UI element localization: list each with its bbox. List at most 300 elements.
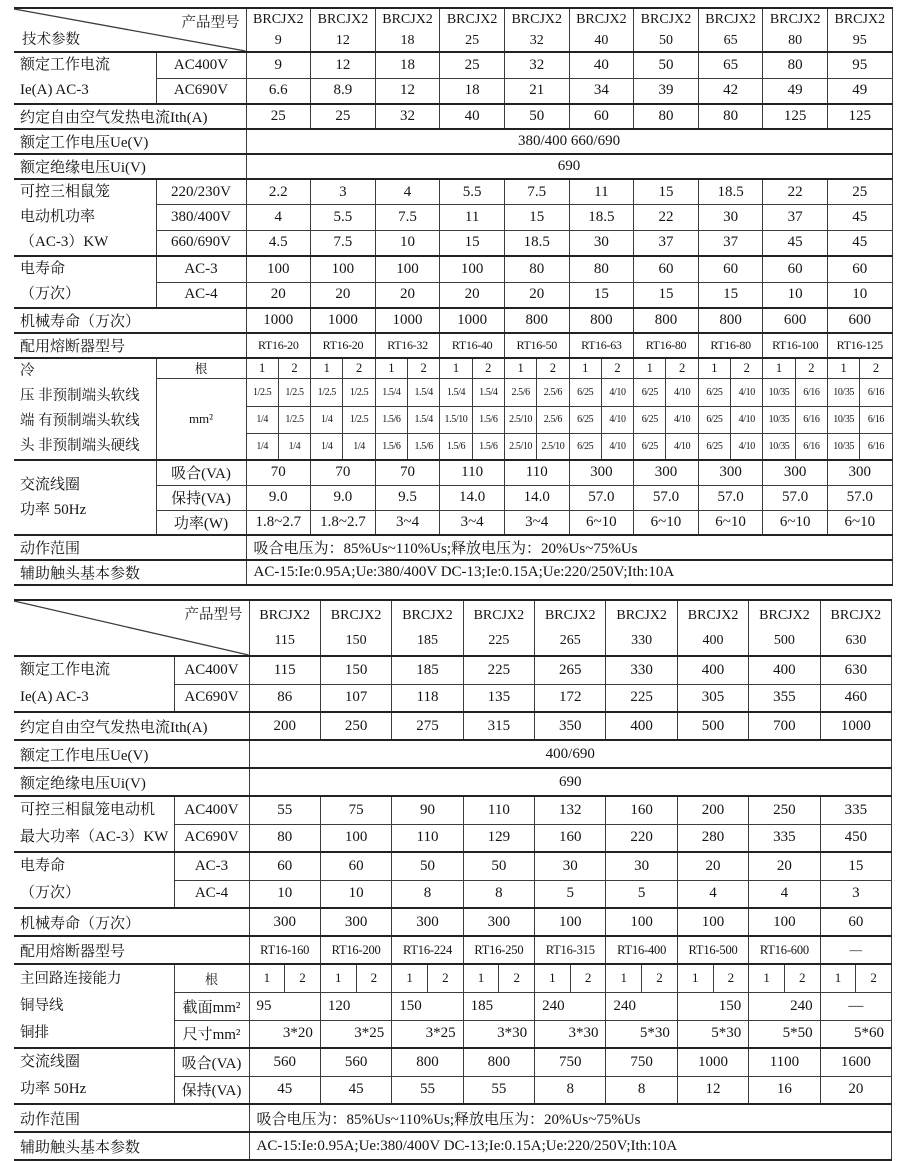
value-cell: 50 — [504, 104, 569, 129]
value-cell: 100 — [749, 908, 820, 936]
value-cell: 30 — [698, 205, 763, 231]
value-cell: 7.5 — [504, 179, 569, 205]
value-cell: 1.5/4 — [472, 378, 504, 406]
value-cell: 300 — [763, 460, 828, 485]
value-cell: 4 — [677, 880, 748, 908]
value-cell: 6/25 — [569, 378, 601, 406]
value-cell: 2.5/6 — [504, 378, 536, 406]
value-cell: 150 — [392, 992, 463, 1020]
value-cell: 6/25 — [634, 433, 666, 460]
value-cell: 200 — [677, 796, 748, 824]
label-line: BRCJX2 — [473, 608, 525, 623]
value-cell: 5*30 — [606, 1020, 677, 1048]
value-cell: 107 — [320, 684, 391, 712]
label-line: 65 — [723, 33, 738, 48]
value-cell: 275 — [392, 712, 463, 740]
value-cell: 55 — [463, 1076, 534, 1104]
value-cell: 1000 — [677, 1048, 748, 1076]
value-cell: 42 — [698, 78, 763, 104]
value-cell: 5*30 — [677, 1020, 748, 1048]
table-gap — [14, 586, 892, 599]
value-cell: 9.0 — [246, 485, 311, 510]
value-cell: 600 — [827, 308, 892, 333]
value-cell: 1.5/6 — [472, 433, 504, 460]
value-cell: 315 — [463, 712, 534, 740]
value-cell: 2 — [537, 358, 569, 378]
value-cell: 300 — [698, 460, 763, 485]
value-cell: 6~10 — [763, 510, 828, 535]
sub-label: 220/230V — [156, 179, 246, 205]
value-cell: 4/10 — [601, 433, 633, 460]
value-cell: 1 — [763, 358, 795, 378]
value-cell: 20 — [749, 852, 820, 880]
value-cell: 1/2.5 — [246, 378, 278, 406]
value-cell: 6/16 — [795, 406, 827, 433]
sub-label: AC400V — [174, 656, 249, 684]
value-cell: 132 — [535, 796, 606, 824]
table-row — [14, 600, 892, 656]
value-cell: 1/4 — [278, 433, 310, 460]
value-cell: RT16-400 — [606, 936, 677, 964]
row-label: 动作范围 — [14, 535, 246, 560]
value-cell: 355 — [749, 684, 820, 712]
value-cell: 9 — [246, 52, 311, 78]
row-label — [14, 358, 156, 460]
value-cell: RT16-20 — [311, 333, 376, 358]
corner-bottom-label: 技术参数 — [22, 32, 80, 48]
value-cell: 2.5/10 — [537, 433, 569, 460]
label-line: BRCJX2 — [259, 608, 310, 623]
sub-label: AC-3 — [174, 852, 249, 880]
model-header-cell — [440, 8, 505, 52]
label-line: 40 — [594, 33, 609, 48]
value-cell: 2 — [784, 964, 820, 992]
row-label: 动作范围 — [14, 1104, 249, 1132]
row-label — [14, 796, 174, 852]
row-label — [14, 179, 156, 256]
value-cell: 2 — [666, 358, 698, 378]
sub-label: 根 — [156, 358, 246, 378]
value-cell: 70 — [375, 460, 440, 485]
table-row — [14, 333, 892, 358]
value-cell: 12 — [375, 78, 440, 104]
value-cell: RT16-80 — [698, 333, 763, 358]
value-cell: 8 — [535, 1076, 606, 1104]
value-cell: 4/10 — [666, 433, 698, 460]
value-cell: 380/400 660/690 — [246, 129, 892, 154]
label-line: 32 — [529, 33, 544, 48]
value-cell: 57.0 — [698, 485, 763, 510]
value-cell: 2 — [499, 964, 535, 992]
value-cell: 1.5/6 — [375, 406, 407, 433]
label-line: Ie(A) AC-3 — [20, 689, 89, 705]
value-cell: 800 — [463, 1048, 534, 1076]
sub-label: 截面mm² — [174, 992, 249, 1020]
value-cell: 1.5/4 — [375, 378, 407, 406]
value-cell: 2.5/10 — [504, 433, 536, 460]
value-cell: 3*30 — [463, 1020, 534, 1048]
value-cell: 6/25 — [569, 406, 601, 433]
value-cell: 39 — [634, 78, 699, 104]
label-line: （万次） — [20, 286, 81, 302]
value-cell: 225 — [463, 656, 534, 684]
value-cell: 400 — [677, 656, 748, 684]
label-line: 交流线圈 — [20, 1054, 81, 1070]
label-line: 可控三相鼠笼 — [20, 184, 111, 200]
label-line: BRCJX2 — [705, 12, 756, 27]
value-cell: 3*25 — [392, 1020, 463, 1048]
value-cell: 20 — [246, 282, 311, 308]
label-line: 功率 50Hz — [20, 501, 87, 518]
label-line: BRCJX2 — [253, 12, 304, 27]
value-cell: 265 — [535, 656, 606, 684]
table-row — [14, 179, 892, 205]
value-cell: 45 — [827, 230, 892, 256]
value-cell: 86 — [249, 684, 320, 712]
label-line: 150 — [345, 633, 367, 648]
value-cell: 800 — [392, 1048, 463, 1076]
value-cell: 200 — [249, 712, 320, 740]
value-cell: 172 — [535, 684, 606, 712]
label-line: 冷 — [20, 363, 35, 379]
value-cell: 80 — [698, 104, 763, 129]
label-line: BRCJX2 — [382, 12, 433, 27]
value-cell: 600 — [763, 308, 828, 333]
value-cell: 9.5 — [375, 485, 440, 510]
value-cell: 4/10 — [601, 378, 633, 406]
value-cell: 6/25 — [698, 378, 730, 406]
value-cell: 49 — [763, 78, 828, 104]
value-cell: 8 — [392, 880, 463, 908]
value-cell: 750 — [535, 1048, 606, 1076]
value-cell: 125 — [763, 104, 828, 129]
value-cell: 1.5/10 — [440, 406, 472, 433]
model-header-cell — [763, 8, 828, 52]
value-cell: 3~4 — [375, 510, 440, 535]
value-cell: RT16-600 — [749, 936, 820, 964]
table-row — [14, 740, 892, 768]
value-cell: 7.5 — [375, 205, 440, 231]
value-cell: 11 — [569, 179, 634, 205]
sub-label: 根 — [174, 964, 249, 992]
value-cell: 45 — [827, 205, 892, 231]
value-cell: 10/35 — [763, 378, 795, 406]
value-cell: 100 — [246, 256, 311, 282]
lower-table-mount — [14, 599, 892, 1161]
model-header-cell — [606, 600, 677, 656]
value-cell: 15 — [634, 282, 699, 308]
value-cell: AC-15:Ie:0.95A;Ue:380/400V DC-13;Ie:0.15A;Ue:220/250V;Ith:10A — [246, 560, 892, 585]
model-header-cell — [246, 8, 311, 52]
table-row — [14, 964, 892, 992]
value-cell: 1 — [246, 358, 278, 378]
value-cell: 57.0 — [569, 485, 634, 510]
value-cell: 6~10 — [634, 510, 699, 535]
value-cell: 6.6 — [246, 78, 311, 104]
table-row — [14, 52, 892, 78]
value-cell: 11 — [440, 205, 505, 231]
value-cell: 6/16 — [795, 378, 827, 406]
value-cell: 335 — [820, 796, 891, 824]
value-cell: 60 — [763, 256, 828, 282]
value-cell: 20 — [820, 1076, 891, 1104]
value-cell: 1/2.5 — [278, 378, 310, 406]
table-row — [14, 1104, 892, 1132]
value-cell: 8 — [463, 880, 534, 908]
value-cell: 1 — [698, 358, 730, 378]
value-cell: 250 — [320, 712, 391, 740]
value-cell: 240 — [535, 992, 606, 1020]
value-cell: 70 — [311, 460, 376, 485]
label-line: 95 — [852, 33, 867, 48]
value-cell: 1.5/6 — [408, 433, 440, 460]
label-line: 330 — [631, 633, 653, 648]
value-cell: 2 — [408, 358, 440, 378]
value-cell: 15 — [698, 282, 763, 308]
model-header-cell — [677, 600, 748, 656]
label-line: BRCJX2 — [330, 608, 382, 623]
value-cell: 7.5 — [311, 230, 376, 256]
value-cell: 57.0 — [827, 485, 892, 510]
label-line: Ie(A) AC-3 — [20, 82, 89, 98]
value-cell: 1 — [677, 964, 713, 992]
value-cell: 1.5/6 — [472, 406, 504, 433]
row-label: 额定绝缘电压Ui(V) — [14, 154, 246, 179]
table-row — [14, 308, 892, 333]
value-cell: 1000 — [246, 308, 311, 333]
value-cell: 330 — [606, 656, 677, 684]
value-cell: 50 — [392, 852, 463, 880]
value-cell: 90 — [392, 796, 463, 824]
value-cell: 560 — [320, 1048, 391, 1076]
value-cell: 2 — [278, 358, 310, 378]
value-cell: 300 — [634, 460, 699, 485]
value-cell: 2.5/6 — [537, 406, 569, 433]
value-cell: 10/35 — [827, 378, 859, 406]
value-cell: 2 — [731, 358, 763, 378]
label-line: 电动机功率 — [20, 209, 96, 225]
value-cell: 18.5 — [504, 230, 569, 256]
value-cell: 57.0 — [763, 485, 828, 510]
value-cell: 1/4 — [311, 433, 343, 460]
value-cell: 4/10 — [601, 406, 633, 433]
value-cell: 10 — [320, 880, 391, 908]
model-header-cell — [569, 8, 634, 52]
sub-label: AC-4 — [156, 282, 246, 308]
value-cell: 75 — [320, 796, 391, 824]
value-cell: 10/35 — [827, 406, 859, 433]
value-cell: 800 — [634, 308, 699, 333]
value-cell: 150 — [677, 992, 748, 1020]
value-cell: 120 — [320, 992, 391, 1020]
value-cell: 2 — [427, 964, 463, 992]
value-cell: 150 — [320, 656, 391, 684]
value-cell: 1/4 — [311, 406, 343, 433]
value-cell: 800 — [698, 308, 763, 333]
row-label: 辅助触头基本参数 — [14, 560, 246, 585]
value-cell: 60 — [320, 852, 391, 880]
value-cell: 55 — [249, 796, 320, 824]
value-cell: 2 — [860, 358, 892, 378]
value-cell: 100 — [375, 256, 440, 282]
value-cell: 60 — [698, 256, 763, 282]
value-cell: 1 — [749, 964, 785, 992]
label-line: BRCJX2 — [317, 12, 369, 27]
value-cell: 1 — [569, 358, 601, 378]
value-cell: 2 — [285, 964, 321, 992]
sub-label: AC-3 — [156, 256, 246, 282]
table-row — [14, 129, 892, 154]
value-cell: 18.5 — [698, 179, 763, 205]
label-line: 端 有预制端头软线 — [20, 413, 140, 429]
value-cell: 115 — [249, 656, 320, 684]
value-cell: 3*20 — [249, 1020, 320, 1048]
table-row — [14, 154, 892, 179]
value-cell: 1 — [504, 358, 536, 378]
sub-label: AC690V — [174, 684, 249, 712]
corner-top-label: 产品型号 — [184, 607, 243, 623]
value-cell: 2 — [343, 358, 375, 378]
value-cell: RT16-100 — [763, 333, 828, 358]
label-line: 185 — [416, 633, 438, 648]
value-cell: 2 — [356, 964, 392, 992]
value-cell: 60 — [827, 256, 892, 282]
sub-label: 功率(W) — [156, 510, 246, 535]
value-cell: 1600 — [820, 1048, 891, 1076]
value-cell: RT16-224 — [392, 936, 463, 964]
value-cell: 57.0 — [634, 485, 699, 510]
value-cell: 300 — [827, 460, 892, 485]
value-cell: 6/16 — [795, 433, 827, 460]
value-cell: 1/2.5 — [343, 406, 375, 433]
label-line: 铜导线 — [20, 997, 64, 1014]
label-line: BRCJX2 — [640, 12, 692, 27]
value-cell: 10/35 — [763, 406, 795, 433]
sub-label: 660/690V — [156, 230, 246, 256]
sub-label: AC690V — [156, 78, 246, 104]
value-cell: 15 — [634, 179, 699, 205]
table-row — [14, 768, 892, 796]
value-cell: 6/25 — [698, 406, 730, 433]
model-header-cell — [698, 8, 763, 52]
label-line: 265 — [559, 633, 581, 648]
value-cell: 300 — [569, 460, 634, 485]
corner-cell — [14, 8, 246, 52]
value-cell: 2 — [642, 964, 678, 992]
label-line: BRCJX2 — [759, 608, 810, 623]
row-label: 约定自由空气发热电流Ith(A) — [14, 104, 246, 129]
value-cell: 6/16 — [860, 406, 892, 433]
table-row — [14, 796, 892, 824]
label-line: 最大功率（AC-3）KW — [20, 829, 169, 845]
label-line: 9 — [274, 33, 282, 48]
label-line: 18 — [400, 33, 415, 48]
value-cell: 800 — [504, 308, 569, 333]
label-line: 225 — [488, 633, 510, 648]
value-cell: 10 — [763, 282, 828, 308]
value-cell: 32 — [504, 52, 569, 78]
value-cell: 3~4 — [504, 510, 569, 535]
value-cell: 80 — [634, 104, 699, 129]
value-cell: 37 — [763, 205, 828, 231]
value-cell: 100 — [535, 908, 606, 936]
value-cell: 95 — [827, 52, 892, 78]
value-cell: 500 — [677, 712, 748, 740]
value-cell: 300 — [463, 908, 534, 936]
label-line: 铜排 — [20, 1024, 49, 1041]
value-cell: 95 — [249, 992, 320, 1020]
value-cell: 18 — [375, 52, 440, 78]
value-cell: 6/16 — [860, 433, 892, 460]
table-row — [14, 1132, 892, 1160]
value-cell: 1/4 — [246, 433, 278, 460]
value-cell: 4 — [749, 880, 820, 908]
value-cell: 100 — [677, 908, 748, 936]
value-cell: RT16-40 — [440, 333, 505, 358]
value-cell: 4/10 — [731, 433, 763, 460]
value-cell: 1000 — [820, 712, 891, 740]
value-cell: 6/25 — [569, 433, 601, 460]
value-cell: 40 — [569, 52, 634, 78]
value-cell: 100 — [440, 256, 505, 282]
row-label: 机械寿命（万次） — [14, 908, 249, 936]
value-cell: 20 — [440, 282, 505, 308]
value-cell: RT16-160 — [249, 936, 320, 964]
value-cell: 10 — [375, 230, 440, 256]
value-cell: 690 — [246, 154, 892, 179]
table-row — [14, 256, 892, 282]
model-header-cell — [535, 600, 606, 656]
value-cell: 240 — [606, 992, 677, 1020]
value-cell: 110 — [440, 460, 505, 485]
value-cell: 1/2.5 — [343, 378, 375, 406]
value-cell: 4 — [246, 205, 311, 231]
value-cell: — — [820, 936, 891, 964]
label-line: 12 — [335, 33, 350, 48]
value-cell: 50 — [463, 852, 534, 880]
value-cell: 5*60 — [820, 1020, 891, 1048]
value-cell: 1 — [311, 358, 343, 378]
sub-label: mm² — [156, 378, 246, 460]
value-cell: 1/4 — [343, 433, 375, 460]
value-cell: 1.5/6 — [375, 433, 407, 460]
model-header-cell — [827, 8, 892, 52]
value-cell: 37 — [698, 230, 763, 256]
label-line: BRCJX2 — [834, 12, 886, 27]
value-cell: 690 — [249, 768, 892, 796]
value-cell: 5 — [535, 880, 606, 908]
row-label: 额定工作电压Ue(V) — [14, 129, 246, 154]
value-cell: 8 — [606, 1076, 677, 1104]
label-line: BRCJX2 — [769, 12, 821, 27]
value-cell: 250 — [749, 796, 820, 824]
value-cell: 4.5 — [246, 230, 311, 256]
model-header-cell — [311, 8, 376, 52]
value-cell: 185 — [463, 992, 534, 1020]
label-line: BRCJX2 — [511, 12, 563, 27]
value-cell: 1 — [634, 358, 666, 378]
label-line: BRCJX2 — [402, 608, 453, 623]
label-line: 电寿命 — [20, 261, 66, 277]
value-cell: 2.5/10 — [504, 406, 536, 433]
model-header-cell — [249, 600, 320, 656]
value-cell: 20 — [504, 282, 569, 308]
value-cell: 185 — [392, 656, 463, 684]
value-cell: 1 — [463, 964, 499, 992]
value-cell: 1/2.5 — [278, 406, 310, 433]
value-cell: RT16-32 — [375, 333, 440, 358]
value-cell: 6~10 — [569, 510, 634, 535]
